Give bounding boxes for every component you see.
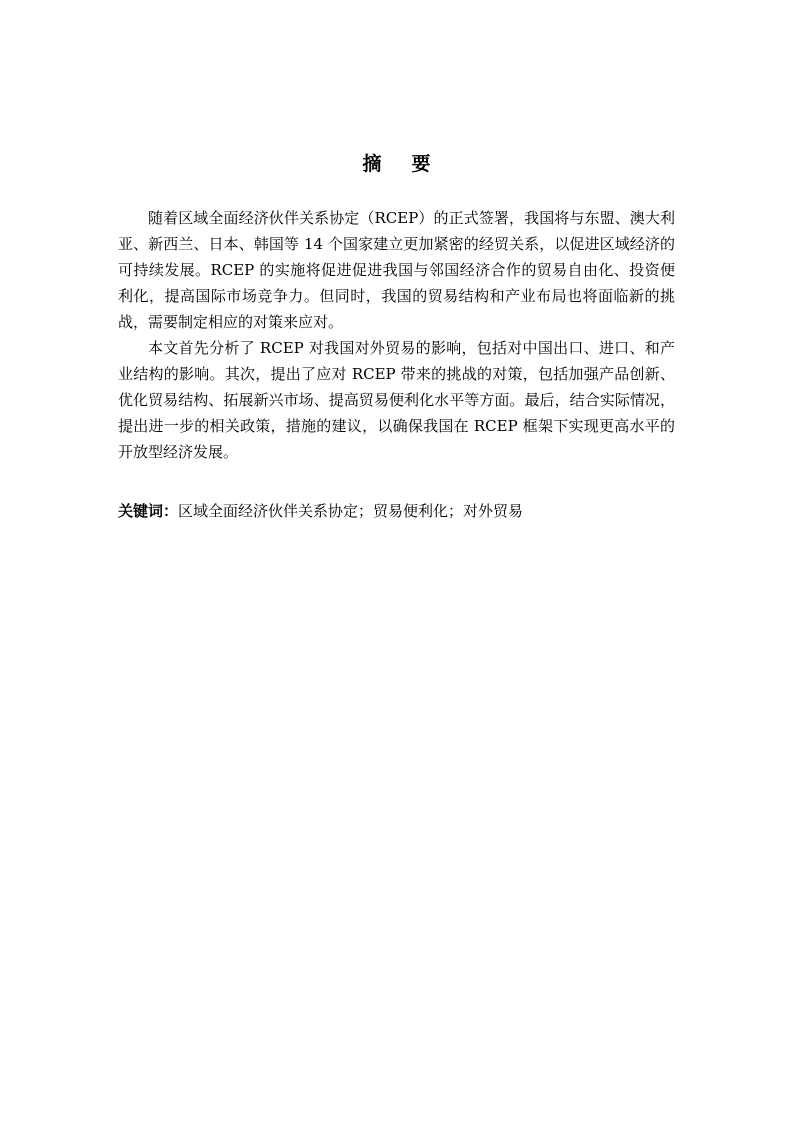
abstract-title: 摘要 xyxy=(362,153,461,175)
keywords-text: 区域全面经济伙伴关系协定；贸易便利化；对外贸易 xyxy=(178,502,524,520)
abstract-body xyxy=(118,205,675,465)
abstract-paragraph-1: 随着区域全面经济伙伴关系协定（RCEP）的正式签署，我国将与东盟、澳大利亚、新西兰、日本、韩国等 14 个国家建立更加紧密的经贸关系，以促进区域经济的可持续发展。RCEP 的实施将促进促进我国与邻国经济合作的贸易自由化、投资便利化，提高国际市场竞争力。但同时，我国的贸易结构和产业布局也将面临新的挑战，需要制定相应的对策来应对。 xyxy=(118,209,675,331)
keywords-label: 关键词： xyxy=(118,502,179,520)
keywords-line xyxy=(118,498,675,524)
abstract-paragraph-2: 本文首先分析了 RCEP 对我国对外贸易的影响，包括对中国出口、进口、和产业结构的影响。其次，提出了应对 RCEP 带来的挑战的对策，包括加强产品创新、优化贸易结构、拓展新兴市场、提高贸易便利化水平等方面。最后，结合实际情况，提出进一步的相关政策，措施的建议，以确保我国在 RCEP 框架下实现更高水平的开放型经济发展。 xyxy=(118,339,675,461)
